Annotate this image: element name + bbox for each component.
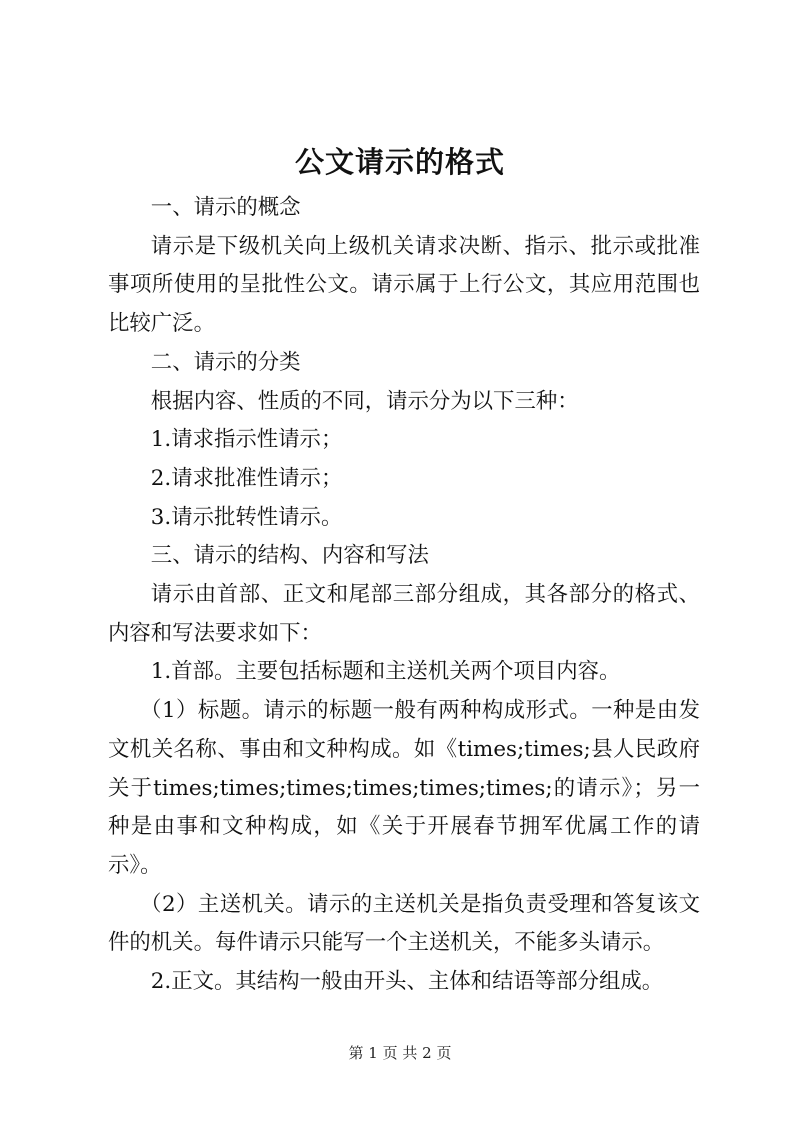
paragraph-classification-intro: 根据内容、性质的不同，请示分为以下三种： <box>150 388 579 414</box>
sub-item-title: （1）标题。请示的标题一般有两种构成形式。一种是由发文机关名称、事由和文种构成。如《times;times;县人民政府关于times;times;times;times;times;times;的请示》；另一种是由事和文种构成，如《关于开展春节拥军优属工作的请示》。 <box>108 698 700 878</box>
page-number-label: 第 1 页 共 2 页 <box>348 1044 452 1062</box>
paragraph-structure-intro: 请示由首部、正文和尾部三部分组成，其各部分的格式、内容和写法要求如下： <box>108 582 700 646</box>
document-title: 公文请示的格式 <box>294 145 505 179</box>
list-item-body-text: 2.正文。其结构一般由开头、主体和结语等部分组成。 <box>150 969 664 995</box>
document-body <box>108 189 700 1002</box>
page-footer <box>0 1043 800 1063</box>
section-heading-structure: 三、请示的结构、内容和写法 <box>150 543 429 569</box>
list-item-forwarding: 3.请示批转性请示。 <box>150 504 343 530</box>
list-item-header: 1.首部。主要包括标题和主送机关两个项目内容。 <box>150 659 621 685</box>
section-heading-classification: 二、请示的分类 <box>150 349 301 375</box>
section-heading-concept: 一、请示的概念 <box>150 195 301 220</box>
list-item-approval: 2.请求批准性请示； <box>150 465 343 491</box>
paragraph-definition: 请示是下级机关向上级机关请求决断、指示、批示或批准事项所使用的呈批性公文。请示属于上行公文，其应用范围也比较广泛。 <box>108 233 700 337</box>
list-item-instruction: 1.请求指示性请示； <box>150 427 343 453</box>
sub-item-recipient: （2）主送机关。请示的主送机关是指负责受理和答复该文件的机关。每件请示只能写一个主送机关，不能多头请示。 <box>108 891 700 956</box>
